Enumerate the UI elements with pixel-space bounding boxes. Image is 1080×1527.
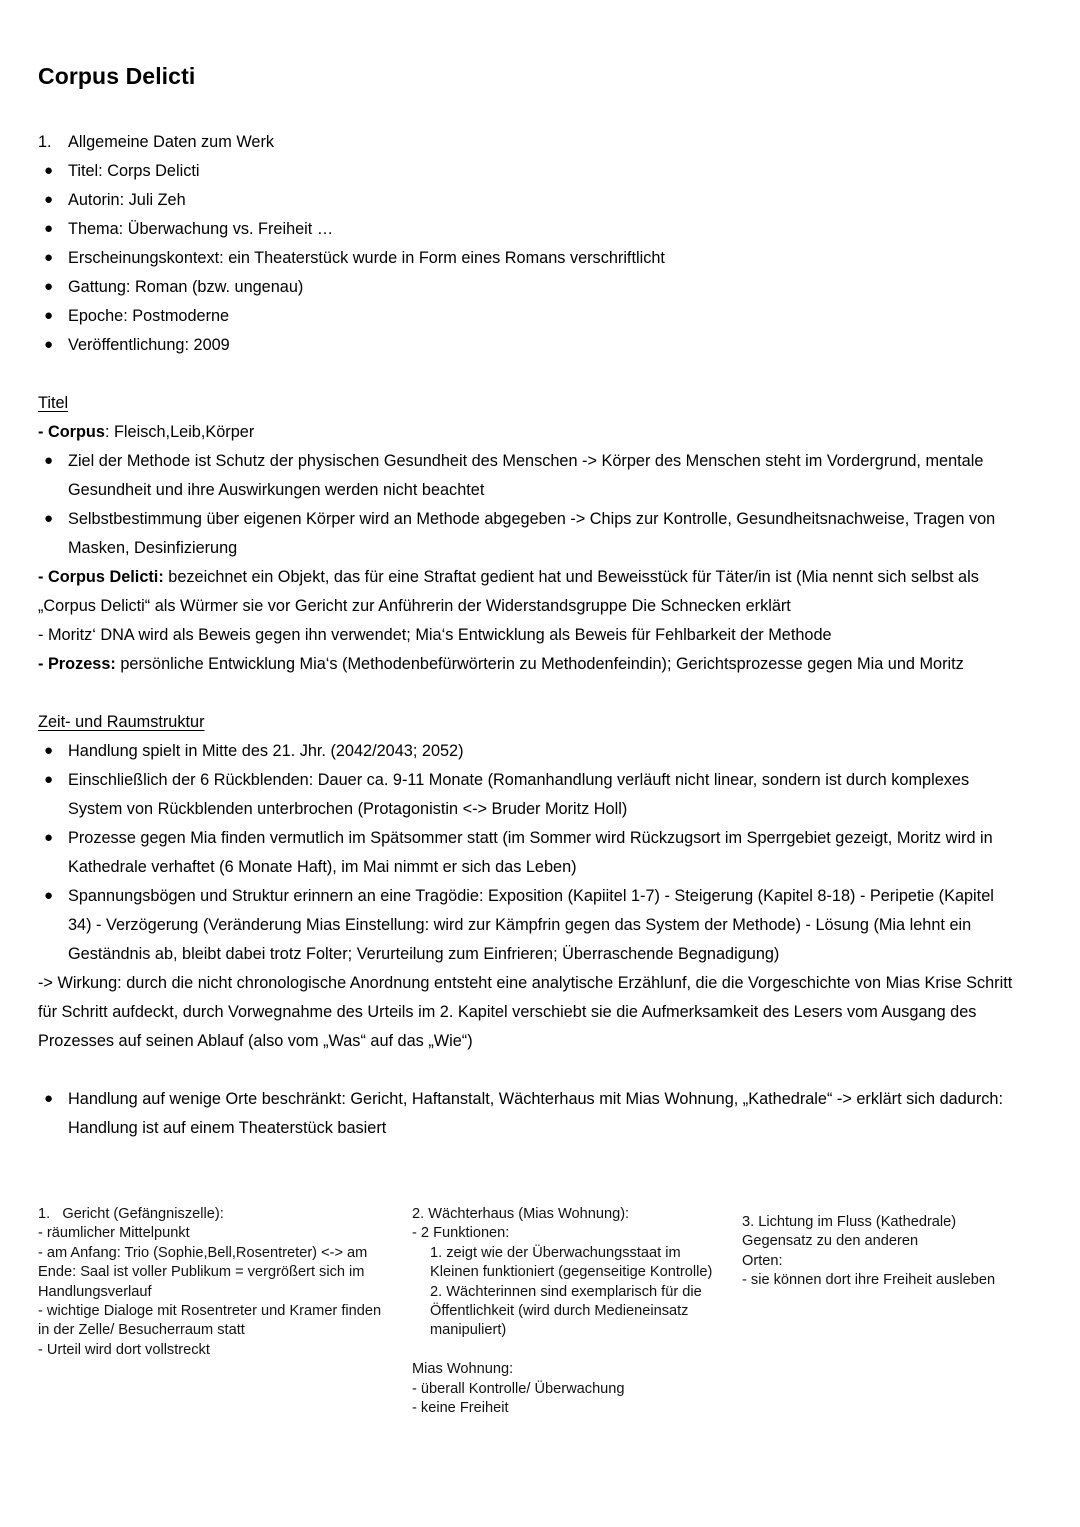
list-item bbox=[38, 302, 1016, 331]
corpus-text: : Fleisch,Leib,Körper bbox=[104, 423, 255, 441]
bullet-icon: ● bbox=[44, 742, 54, 759]
column-1-heading bbox=[38, 1205, 393, 1224]
list-item bbox=[38, 505, 1016, 563]
list-item bbox=[38, 1085, 1016, 1143]
list-item bbox=[38, 737, 1016, 766]
section-heading-zeit-wrap bbox=[38, 708, 1016, 737]
list-item-numbered-1 bbox=[38, 128, 1016, 157]
list-item-label: Ziel der Methode ist Schutz der physischen Gesundheit des Menschen -> Körper des Menschen steht im Vordergrund, mentale Gesundheit und ihre Auswirkungen werden nicht beachtet bbox=[68, 452, 984, 499]
list-item bbox=[38, 273, 1016, 302]
column-1-heading-label: Gericht (Gefängniszelle): bbox=[62, 1206, 224, 1222]
bullet-icon: ● bbox=[44, 336, 54, 353]
column-gericht bbox=[38, 1205, 393, 1360]
list-item bbox=[38, 882, 1016, 969]
page-title: Corpus Delicti bbox=[38, 63, 196, 89]
column-1-heading-number: 1. bbox=[38, 1206, 51, 1222]
column-2-wohnung-line: - überall Kontrolle/ Überwachung bbox=[412, 1380, 625, 1397]
column-1-line: - räumlicher Mittelpunkt bbox=[38, 1225, 190, 1242]
prozess-text: persönliche Entwicklung Mia‘s (Methodenbefürwörterin zu Methodenfeindin); Gerichtsprozesse gegen Mia und Moritz bbox=[115, 655, 964, 673]
list-item-label: Handlung spielt in Mitte des 21. Jhr. (2042/2043; 2052) bbox=[68, 742, 464, 760]
list-item bbox=[38, 215, 1016, 244]
bullet-icon: ● bbox=[44, 829, 54, 846]
section-1-heading: Allgemeine Daten zum Werk bbox=[68, 133, 275, 151]
list-item-label: Einschließlich der 6 Rückblenden: Dauer ca. 9-11 Monate (Romanhandlung verläuft nicht linear, sondern ist durch komplexes System von Rückblenden unterbrochen (Protagonistin <-> Bruder Moritz Holl) bbox=[68, 771, 970, 818]
bullet-icon: ● bbox=[44, 1090, 54, 1107]
bullet-icon: ● bbox=[44, 278, 54, 295]
wirkung-paragraph: -> Wirkung: durch die nicht chronologische Anordnung entsteht eine analytische Erzählunf, die die Vorgeschichte von Mias Krise Schritt für Schritt aufdeckt, durch Vorwegnahme des Urteils im 2. Kapitel verschiebt sie die Aufmerksamkeit des Lesers vom Ausgang des Prozesses auf seinen Ablauf (also vom „Was“ auf das „Wie“) bbox=[38, 974, 1013, 1050]
list-item bbox=[38, 331, 1016, 360]
column-1-line: - wichtige Dialoge mit Rosentreter und Kramer finden in der Zelle/ Besucherraum statt bbox=[38, 1303, 382, 1339]
list-item bbox=[38, 244, 1016, 273]
column-1-line: - am Anfang: Trio (Sophie,Bell,Rosentreter) <-> am Ende: Saal ist voller Publikum = vergrößert sich im Handlungsverlauf bbox=[38, 1244, 368, 1300]
spacer bbox=[412, 1341, 722, 1360]
prozess-label: - Prozess: bbox=[38, 655, 116, 673]
corpus-delicti-label: - Corpus Delicti: bbox=[38, 568, 164, 586]
corpus-label: - Corpus bbox=[38, 423, 105, 441]
spacer bbox=[38, 679, 1016, 708]
column-3-line: - sie können dort ihre Freiheit ausleben bbox=[742, 1272, 996, 1289]
bullet-icon: ● bbox=[44, 220, 54, 237]
section-heading-titel-wrap bbox=[38, 389, 1016, 418]
list-item-label: Veröffentlichung: 2009 bbox=[68, 336, 230, 354]
column-1-line: - Urteil wird dort vollstreckt bbox=[38, 1341, 210, 1358]
spacer bbox=[38, 360, 1016, 389]
bullet-icon: ● bbox=[44, 452, 54, 469]
column-3-line: Orten: bbox=[742, 1252, 783, 1269]
bullet-icon: ● bbox=[44, 510, 54, 527]
list-item-label: Spannungsbögen und Struktur erinnern an eine Tragödie: Exposition (Kapiitel 1-7) - Steigerung (Kapitel 8-18) - Peripetie (Kapitel 34) - Verzögerung (Veränderung Mias Einstellung: wird zur Kämpfrin gegen das System der Methode) - Lösung (Mia lehnt ein Geständnis ab, bleibt dabei trotz Folter; Verurteilung zum Einfrieren; Überraschende Begnadigung) bbox=[68, 887, 994, 963]
list-item-label: Epoche: Postmoderne bbox=[68, 307, 230, 325]
list-item-label: Prozesse gegen Mia finden vermutlich im Spätsommer statt (im Sommer wird Rückzugsort im Sperrgebiet gezeigt, Moritz wird in Kathedrale verhaftet (6 Monate Haft), im Mai nimmt er sich das Leben) bbox=[68, 829, 993, 876]
column-3-line: Gegensatz zu den anderen bbox=[742, 1233, 919, 1250]
list-item bbox=[38, 824, 1016, 882]
column-2-wohnung-heading: Mias Wohnung: bbox=[412, 1361, 514, 1378]
bullet-icon: ● bbox=[44, 307, 54, 324]
section-heading-zeit-raumstruktur: Zeit- und Raumstruktur bbox=[38, 713, 205, 731]
bullet-icon: ● bbox=[44, 191, 54, 208]
bullet-icon: ● bbox=[44, 771, 54, 788]
document-body bbox=[38, 128, 1016, 1143]
column-2-heading: 2. Wächterhaus (Mias Wohnung): bbox=[412, 1206, 630, 1222]
list-item bbox=[38, 157, 1016, 186]
column-waechterhaus bbox=[412, 1205, 722, 1418]
list-item bbox=[38, 766, 1016, 824]
corpus-delicti-definition bbox=[38, 563, 1016, 621]
list-item-label: Thema: Überwachung vs. Freiheit … bbox=[68, 220, 334, 238]
list-item bbox=[38, 447, 1016, 505]
list-item-label: Selbstbestimmung über eigenen Körper wird an Methode abgegeben -> Chips zur Kontrolle, Gesundheitsnachweise, Tragen von Masken, Desinfizierung bbox=[68, 510, 996, 557]
list-item-label: Erscheinungskontext: ein Theaterstück wurde in Form eines Romans verschriftlicht bbox=[68, 249, 665, 267]
list-item-label: Titel: Corps Delicti bbox=[68, 162, 200, 180]
bullet-icon: ● bbox=[44, 887, 54, 904]
list-item-label: Handlung auf wenige Orte beschränkt: Gericht, Haftanstalt, Wächterhaus mit Mias Wohnung, „Kathedrale“ -> erklärt sich dadurch: Handlung ist auf einem Theaterstück basiert bbox=[68, 1090, 1003, 1137]
bullet-icon: ● bbox=[44, 162, 54, 179]
spacer bbox=[38, 1056, 1016, 1085]
list-item bbox=[38, 186, 1016, 215]
bullet-icon: ● bbox=[44, 249, 54, 266]
prozess-definition bbox=[38, 650, 1016, 679]
moritz-dna-line: - Moritz‘ DNA wird als Beweis gegen ihn verwendet; Mia‘s Entwicklung als Beweis für Fehlbarkeit der Methode bbox=[38, 626, 832, 644]
column-2-funktion-1: 1. zeigt wie der Überwachungsstaat im Kleinen funktioniert (gegenseitige Kontrolle) bbox=[430, 1244, 713, 1281]
corpus-definition bbox=[38, 418, 1016, 447]
column-2-funktionen-label: - 2 Funktionen: bbox=[412, 1225, 510, 1242]
column-2-wohnung-line: - keine Freiheit bbox=[412, 1400, 509, 1417]
section-heading-titel: Titel bbox=[38, 394, 69, 412]
list-marker-number: 1. bbox=[38, 133, 52, 151]
list-item-label: Gattung: Roman (bzw. ungenau) bbox=[68, 278, 304, 296]
column-3-heading: 3. Lichtung im Fluss (Kathedrale) bbox=[742, 1214, 957, 1230]
column-2-funktion-2: 2. Wächterinnen sind exemplarisch für die Öffentlichkeit (wird durch Medieneinsatz manipuliert) bbox=[430, 1283, 702, 1339]
column-lichtung bbox=[742, 1213, 1042, 1291]
list-item-label: Autorin: Juli Zeh bbox=[68, 191, 186, 209]
corpus-delicti-text: bezeichnet ein Objekt, das für eine Straftat gedient hat und Beweisstück für Täter/in ist (Mia nennt sich selbst als „Corpus Delicti“ als Würmer sie vor Gericht zur Anführerin der Widerstandsgruppe Die Schnecken erklärt bbox=[38, 568, 979, 615]
